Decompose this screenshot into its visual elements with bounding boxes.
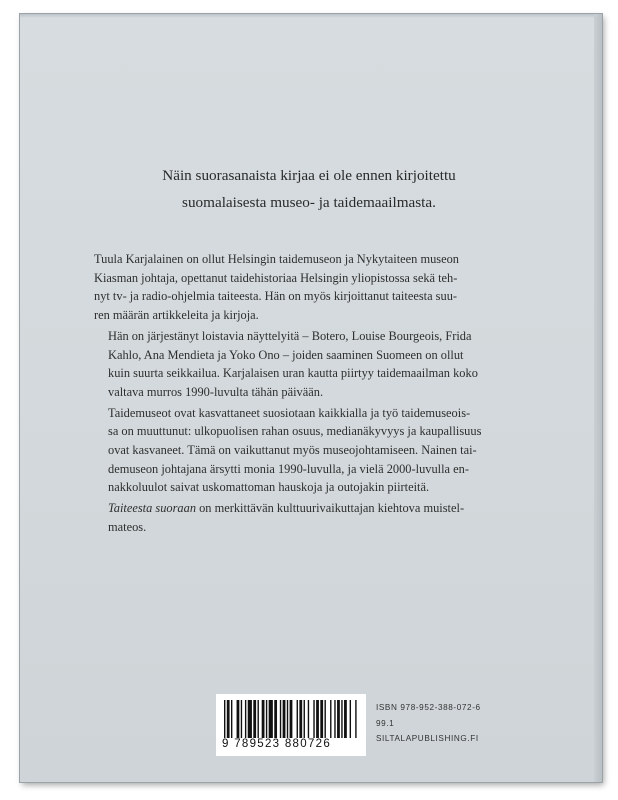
barcode-bar <box>227 700 230 738</box>
barcode-bar <box>262 700 265 738</box>
text-line: Tuula Karjalainen on ollut Helsingin taidemuseon ja Nykytaiteen museon <box>94 252 459 266</box>
paragraph-3 <box>94 404 504 498</box>
barcode-bar <box>337 700 340 738</box>
publisher-url: SILTALAPUBLISHING.FI <box>376 734 479 743</box>
barcode-bar <box>344 700 347 738</box>
text-line: Taidemuseot ovat kasvattaneet suosiotaan kaikkialla ja työ taidemuseois- <box>108 405 471 420</box>
barcode-bar <box>325 700 326 738</box>
text-line <box>94 499 504 518</box>
barcode-bars <box>224 700 358 738</box>
barcode-bar <box>330 700 331 738</box>
isbn-number: ISBN 978-952-388-072-6 <box>376 703 481 712</box>
barcode-bar <box>266 700 267 738</box>
publication-info <box>376 700 481 747</box>
barcode-bar <box>253 700 256 738</box>
text-line: mateos. <box>108 519 147 534</box>
text-line: valtava murros 1990-luvulta tähän päivään. <box>108 384 324 399</box>
barcode-bar <box>224 700 225 738</box>
classification-number: 99.1 <box>376 718 395 728</box>
barcode-bar <box>280 700 281 738</box>
barcode-bar <box>341 700 342 738</box>
paragraph-1 <box>94 250 504 325</box>
barcode-bar <box>297 700 298 738</box>
barcode-bar <box>304 700 305 738</box>
barcode-bar <box>283 700 286 738</box>
text-segment: on merkittävän kulttuurivaikuttajan kiehtova muistel- <box>196 501 465 516</box>
cover-spine-edge <box>594 14 602 782</box>
text-line: nyt tv- ja radio-ohjelmia taiteesta. Hän on myös kirjoittanut taiteesta suu- <box>94 289 458 304</box>
barcode-bar <box>290 700 293 738</box>
paragraph-4 <box>94 499 504 536</box>
blurb-text <box>94 250 504 537</box>
headline-line-1: Näin suorasanaista kirjaa ei ole ennen kirjoitettu <box>162 167 456 184</box>
barcode-bar <box>245 700 246 738</box>
barcode-bar <box>316 700 319 738</box>
barcode-bar <box>241 700 242 738</box>
barcode-bar <box>320 700 323 738</box>
barcode-bar <box>299 700 302 738</box>
headline-line-2: suomalaisesta museo- ja taidemaailmasta. <box>182 194 436 211</box>
barcode-bar <box>355 700 356 738</box>
barcode-bar <box>248 700 252 738</box>
barcode-bar <box>231 700 232 738</box>
barcode-digits: 9 789523 880726 <box>222 738 332 750</box>
text-line: ovat kasvaneet. Tämä on vaikuttanut myös museojohtamiseen. Nainen tai- <box>108 443 477 458</box>
barcode-bar <box>258 700 259 738</box>
barcode-bar <box>334 700 335 738</box>
text-line: demuseon johtajana ärsytti monia 1990-luvulla, ja vielä 2000-luvulla en- <box>108 461 469 476</box>
barcode <box>216 694 366 756</box>
text-line: nakkoluulot saivat uskomattoman hauskoja ja outojakin piirteitä. <box>108 480 430 495</box>
book-title: Taiteesta suoraan <box>108 501 197 516</box>
barcode-bar <box>350 700 351 738</box>
barcode-bar <box>237 700 240 738</box>
headline <box>40 162 578 216</box>
paragraph-2 <box>94 327 504 402</box>
text-line: Kahlo, Ana Mendieta ja Yoko Ono – joiden saaminen Suomeen on ollut <box>108 347 464 362</box>
barcode-bar <box>313 700 314 738</box>
text-line: Kiasman johtaja, opettanut taidehistoriaa Helsingin yliopistossa sekä teh- <box>94 270 458 285</box>
text-line: sa on muuttunut: ulkopuolisen rahan osuus, medianäkyvyys ja kaupallisuus <box>108 424 482 439</box>
text-line: kuin suurta seikkailua. Karjalaisen uran kautta piirtyy taidemaailman koko <box>108 366 478 381</box>
barcode-bar <box>274 700 277 738</box>
barcode-bar <box>308 700 309 738</box>
barcode-bar <box>287 700 288 738</box>
text-line: Hän on järjestänyt loistavia näyttelyitä – Botero, Louise Bourgeois, Frida <box>108 328 472 343</box>
text-line: ren määrän artikkeleita ja kirjoja. <box>94 308 259 323</box>
cover-top-edge <box>20 14 602 18</box>
barcode-bar <box>269 700 273 738</box>
